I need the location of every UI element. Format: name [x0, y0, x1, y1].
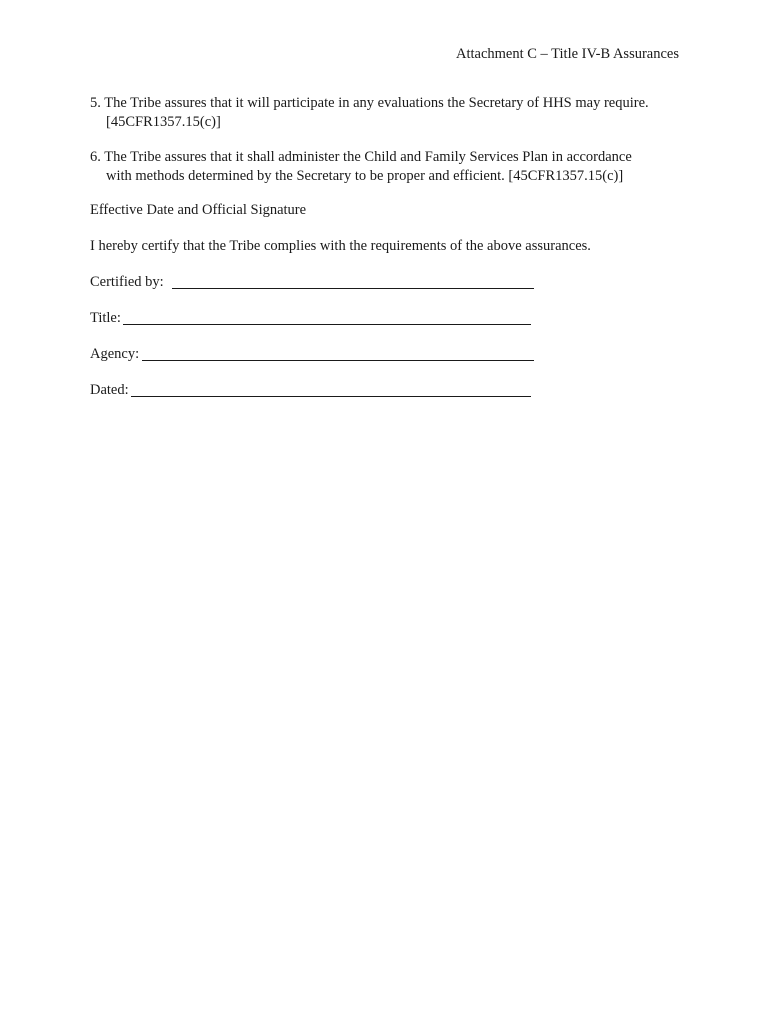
assurance-item-5 — [90, 94, 649, 132]
certification-statement: I hereby certify that the Tribe complies with the requirements of the above assurances. — [90, 238, 591, 254]
agency-blank-line[interactable] — [142, 360, 534, 361]
agency-field[interactable] — [90, 345, 139, 364]
title-label: Title: — [90, 310, 121, 326]
agency-label: Agency: — [90, 346, 140, 362]
assurance-item-5-line1: 5. The Tribe assures that it will participate in any evaluations the Secretary of HHS may require. — [90, 95, 649, 111]
assurance-item-6 — [90, 148, 632, 186]
signature-heading: Effective Date and Official Signature — [90, 202, 307, 218]
dated-label: Dated: — [90, 382, 129, 398]
assurance-item-6-line2: with methods determined by the Secretary to be proper and efficient. [45CFR1357.15(c)] — [106, 168, 624, 184]
certified-by-blank-line[interactable] — [172, 288, 534, 289]
attachment-header: Attachment C – Title IV-B Assurances — [455, 46, 679, 62]
assurance-item-5-line2: [45CFR1357.15(c)] — [106, 114, 221, 130]
title-blank-line[interactable] — [123, 324, 531, 325]
certified-by-label: Certified by: — [90, 274, 164, 290]
assurance-item-6-line1: 6. The Tribe assures that it shall administer the Child and Family Services Plan in accordance — [90, 149, 632, 165]
title-field[interactable] — [90, 309, 121, 328]
dated-blank-line[interactable] — [131, 396, 531, 397]
dated-field[interactable] — [90, 381, 129, 400]
certified-by-field[interactable] — [90, 273, 164, 292]
